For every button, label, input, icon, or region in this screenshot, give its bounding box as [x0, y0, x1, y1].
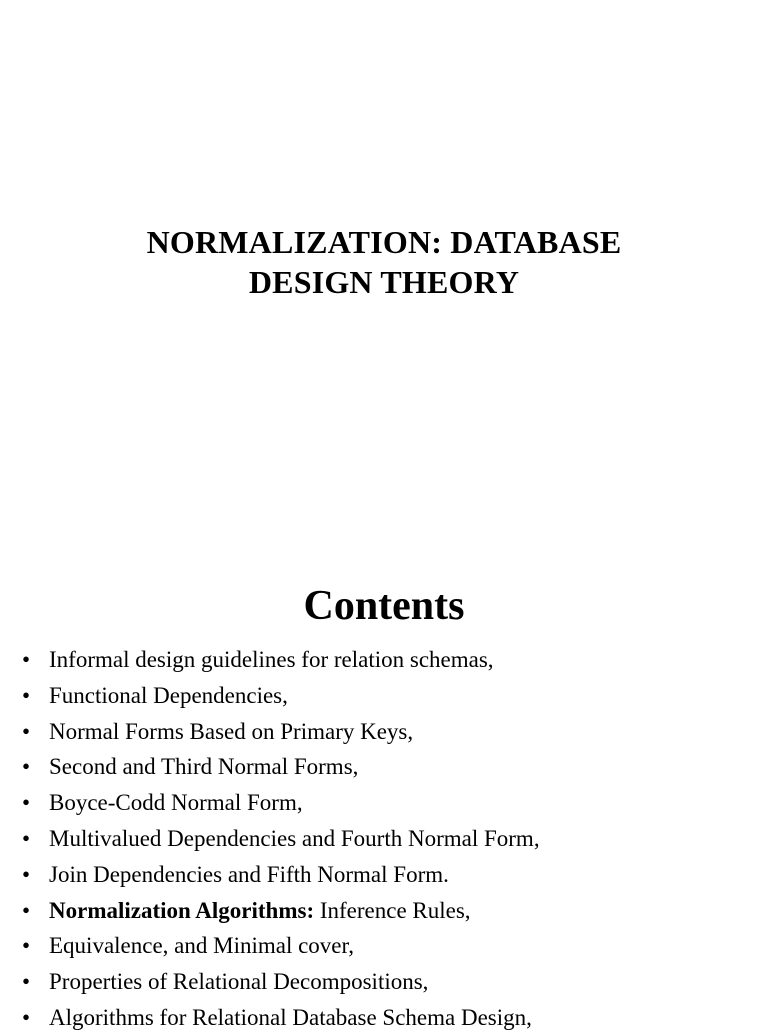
document-title — [0, 222, 768, 302]
list-item-text: Second and Third Normal Forms, — [49, 754, 359, 780]
list-item — [22, 1000, 762, 1036]
bullet-icon: • — [22, 933, 31, 959]
list-item — [22, 928, 762, 964]
bullet-icon: • — [22, 1004, 31, 1030]
contents-list — [22, 642, 762, 1036]
bullet-icon: • — [22, 647, 31, 672]
list-item — [22, 678, 762, 714]
list-item-bold: Normalization Algorithms: — [49, 897, 315, 923]
list-item — [22, 714, 762, 750]
title-line-1: NORMALIZATION: DATABASE — [146, 224, 622, 260]
bullet-icon: • — [22, 861, 31, 887]
bullet-icon: • — [22, 790, 31, 816]
list-item — [22, 785, 762, 821]
list-item-text: Inference Rules, — [314, 897, 471, 923]
list-item-text: Functional Dependencies, — [49, 682, 288, 708]
list-item-text: Normal Forms Based on Primary Keys, — [49, 718, 414, 744]
bullet-icon: • — [22, 825, 31, 851]
bullet-icon: • — [22, 682, 31, 708]
contents-heading: Contents — [303, 583, 465, 629]
list-item-text: Multivalued Dependencies and Fourth Normal Form, — [49, 825, 540, 851]
list-item-text: Boyce-Codd Normal Form, — [49, 790, 303, 816]
list-item-text: Join Dependencies and Fifth Normal Form. — [49, 861, 449, 887]
list-item — [22, 857, 762, 893]
list-item — [22, 893, 762, 929]
list-item-text: Informal design guidelines for relation schemas, — [49, 647, 494, 672]
list-item — [22, 821, 762, 857]
list-item-text: Equivalence, and Minimal cover, — [49, 933, 354, 959]
list-item — [22, 642, 762, 678]
list-item-text: Properties of Relational Decompositions, — [49, 969, 429, 995]
bullet-icon: • — [22, 897, 31, 923]
bullet-icon: • — [22, 718, 31, 744]
title-line-2: DESIGN THEORY — [248, 264, 520, 300]
list-item — [22, 964, 762, 1000]
list-item-text: Algorithms for Relational Database Schema Design, — [49, 1004, 532, 1030]
bullet-icon: • — [22, 754, 31, 780]
bullet-icon: • — [22, 969, 31, 995]
list-item — [22, 749, 762, 785]
